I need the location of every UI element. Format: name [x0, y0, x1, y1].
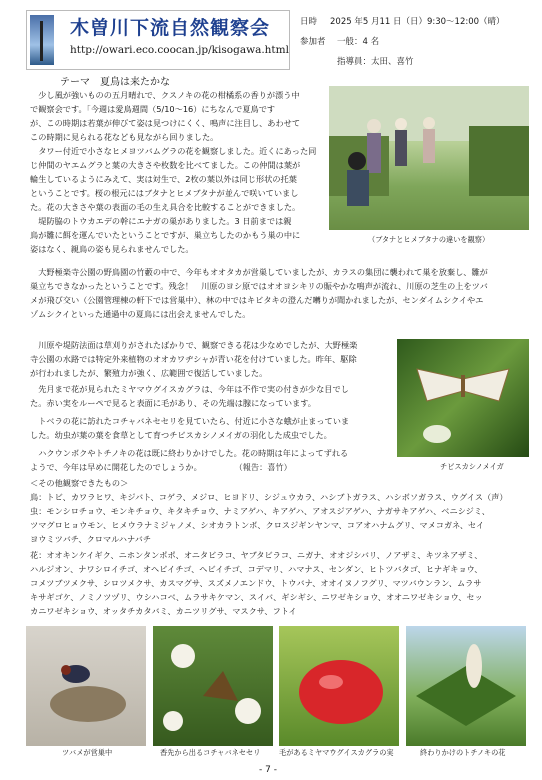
para-line: 鳥が雛に餌を運んでいたということですが、巣立ちしたのかもう巣の中に	[30, 230, 301, 240]
para-line: ということです。桜の根元にはブタナとヒメブタナが並んで咲いていまし	[30, 188, 299, 198]
para-line: で観察会です。「今週は愛鳥週間（5/10～16）にちなんで夏鳥です	[30, 104, 276, 114]
para-line: が、この時期は若葉が伸びて姿は見つけにくく、鳴声に注目し、あわせて	[30, 118, 301, 128]
observed-line: 花：オオキンケイギク、ニホンタンポポ、オニタビラコ、ヤブタビラコ、ニガナ、オオジシバリ、ノアザミ、キツネアザミ、	[30, 550, 483, 560]
para-line: じ仲間のヤエムグラと葉の大きさや枚数を比べてました。この仲間は葉が	[30, 160, 301, 170]
para-line: が行われましたが、繁殖力が強く、広範囲で復活していました。	[30, 368, 268, 378]
observed-line: カニワゼキショウ、オッタチカタバミ、カニツリグサ、マスクサ、フトイ	[30, 606, 297, 616]
para-line: 川原や堤防法面は草刈りがされたばかりで、観察できる花は少なめでしたが、大野極楽	[30, 340, 358, 350]
para-line: 寺公園の水路では特定外来植物のオオカワヂシャが青い花を付けていました。昨年、駆除	[30, 354, 357, 364]
horse-chestnut-image	[406, 626, 526, 746]
caption-photo6: 終わりかけのトチノキの花	[420, 748, 506, 757]
observed-heading: ＜その他観察できたもの＞	[30, 478, 129, 488]
para-line: 少し風が強いものの五月晴れで、クスノキの花の柑橘系の香りが漂う中	[30, 90, 300, 100]
photo-berry	[279, 626, 399, 746]
para-line: トベラの花に訪れたコチャバネセセリを見ていたら、付近に小さな蛾が止まっていま	[30, 416, 350, 426]
para-line: ハクウンボクやトチノキの花は既に終わりかけでした。花の時期は年によってずれる	[30, 448, 349, 458]
para-line: 巣立ちできなかったということです。残念！ 川原のヨシ原ではオオヨシキリの賑やかな鳴声が流れ、川原の芝生の上をツバ	[30, 281, 488, 291]
para-line: た。赤い実をルーペで見ると表面に毛があり、その先端は腺になっています。	[30, 398, 316, 408]
caption-photo3: ツバメが営巣中	[62, 748, 113, 757]
skipper-image	[153, 626, 273, 746]
theme-heading: テーマ 夏鳥は来たかな	[60, 77, 170, 88]
observed-line: ツマグロヒョウモン、ヒメウラナミジャノメ、シオカラトンボ、クロスジギンヤンマ、コアオハナムグリ、マメコガネ、セイ	[30, 520, 485, 530]
caption-photo4: 香先から出るコチャバネセセリ	[160, 748, 261, 757]
observed-line: 虫：モンシロチョウ、モンキチョウ、キタキチョウ、ナミアゲハ、キアゲハ、アオスジアゲハ、ナガサキアゲハ、ベニシジミ、	[30, 506, 490, 516]
photo-moth	[397, 339, 529, 457]
photo-horse-chestnut	[406, 626, 526, 746]
leader-info: 指導員：太田、喜竹	[337, 57, 414, 67]
para-line: た。花の大きさや葉の表面の毛の生え具合を比較することができました。	[30, 202, 301, 212]
observed-line: ヨウミツバチ、クロマルハナバチ	[30, 534, 152, 544]
para-line: メが飛び交い（公園管理棟の軒下では営巣中）、林の中ではキビタキの澄んだ囀りが聞かれましたが、センダイムシクイやエ	[30, 295, 484, 305]
berry-image	[279, 626, 399, 746]
para-line: 堤防脇のトウカエデの幹にエナガの巣がありました。3 日前までは親	[30, 216, 292, 226]
para-line: 大野極楽寺公園の野鳥園の竹藪の中で、今年もオオタカが営巣していましたが、カラスの集団に襲われて巣を放棄し、雛が	[30, 267, 488, 277]
para-line: 姿はなく、親鳥の姿も見られませんでした。	[30, 244, 194, 254]
participants-value: 一般：4 名	[337, 37, 380, 47]
observed-line: キサギゴケ、ノミノツヅリ、ウシハコベ、ムラサキケマン、スイバ、ギシギシ、ニワゼキショウ、オオニワゼキショウ、セッ	[30, 592, 483, 602]
observed-line: ハルジオン、ナワシロイチゴ、オヘビイチゴ、ヘビイチゴ、コデマリ、ハマナス、センダン、ヒトツバタゴ、ヒナギキョウ、	[30, 564, 483, 574]
caption-photo1: （ブタナとヒメブタナの違いを観察）	[368, 235, 490, 244]
page-number: - 7 -	[259, 765, 277, 775]
observed-line: 鳥：トビ、カワラヒワ、キジバト、コゲラ、メジロ、ヒヨドリ、シジュウカラ、ハシブトガラス、ハシボソガラス、ウグイス（声）	[30, 492, 508, 502]
photo-swallow-nest	[26, 626, 146, 746]
participants-label: 参加者	[300, 37, 326, 47]
page-title: 木曽川下流自然観察会	[70, 17, 271, 39]
para-line: 先月まで花が見られたミヤマウグイスカグラは、今年は不作で実の付きが少な目でし	[30, 384, 349, 394]
para-line: この時期に見られる花なども見ながら回りました。	[30, 132, 219, 142]
observation-group-image	[329, 86, 529, 230]
para-line: した。幼虫が葉の葉を食草として育つチビスカシノメイガの羽化した成虫でした。	[30, 430, 332, 440]
date-value: 2025 年5 月11 日（日）9:30～12:00（晴）	[330, 17, 505, 27]
tower-logo-icon	[30, 15, 54, 65]
para-line: ゾムシクイといった通過中の夏鳥には出会えませんでした。	[30, 309, 251, 319]
website-link[interactable]: http://owari.eco.coocan.jp/kisogawa.html	[70, 44, 289, 56]
photo-skipper	[153, 626, 273, 746]
moth-image	[397, 339, 529, 457]
caption-photo5: 毛があるミヤマウグイスカグラの実	[279, 748, 394, 757]
caption-photo2: チビスカシノメイガ	[440, 462, 504, 471]
para-line: 輪生しているようにみえて、実は対生で、2枚の葉以外は同じ形状の托葉	[30, 174, 297, 184]
swallow-nest-image	[26, 626, 146, 746]
observed-line: コメツブツメクサ、シロツメクサ、カスマグサ、スズメノエンドウ、トウバナ、オオイヌノフグリ、マツバウンラン、ムラサ	[30, 578, 482, 588]
date-label: 日時	[300, 17, 318, 27]
para-line: ようで、今年は早めに開花したのでしょうか。 （報告：喜竹）	[30, 462, 292, 472]
photo-observation-group	[329, 86, 529, 230]
para-line: タワー付近で小さなヒメヨツバムグラの花を観察しました。近くにあった同	[30, 146, 317, 156]
